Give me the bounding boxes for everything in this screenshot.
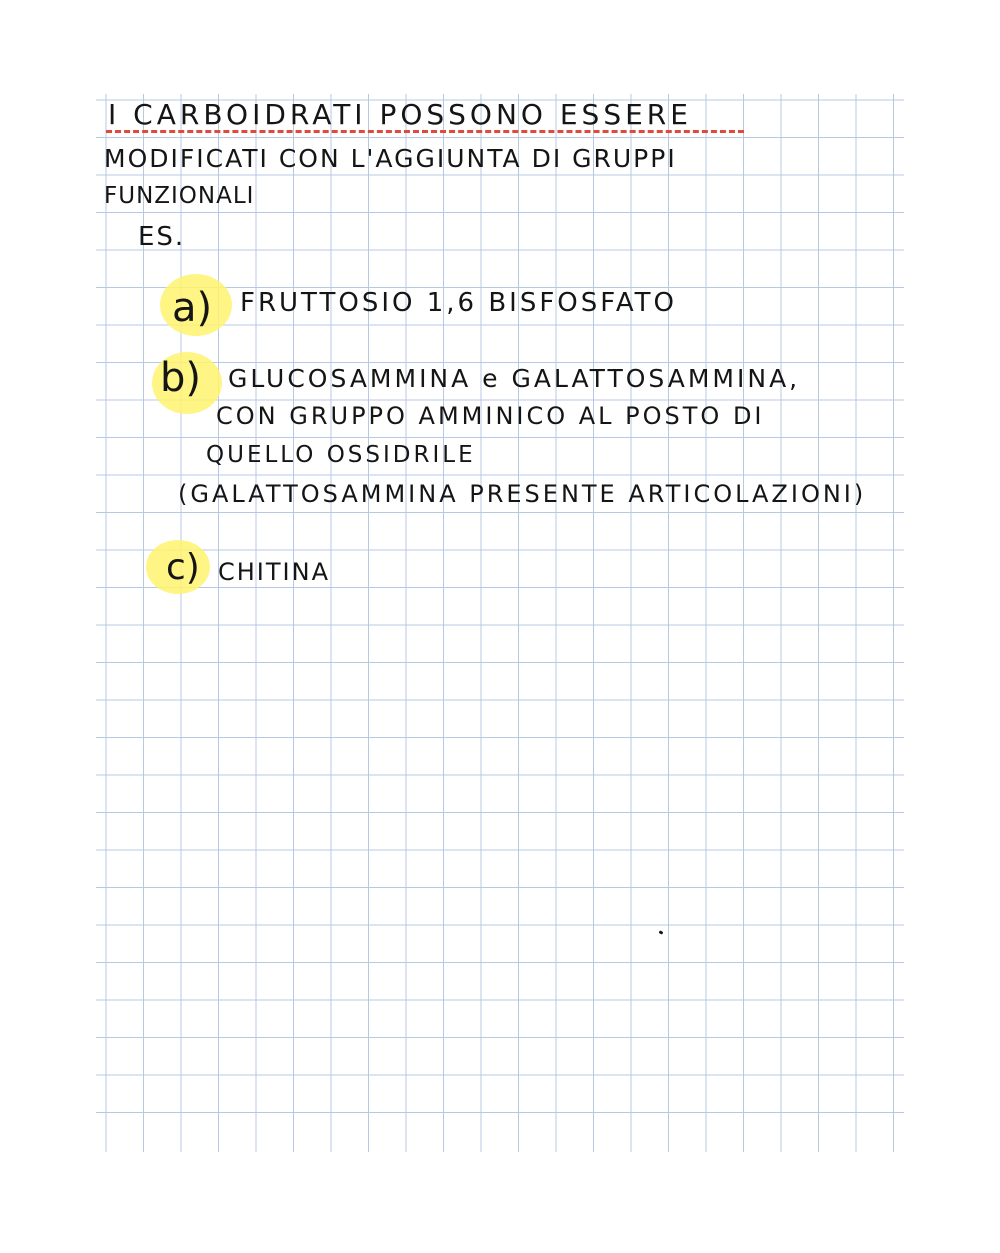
- item-a-label: a): [172, 285, 213, 331]
- item-c-label: c): [166, 547, 200, 588]
- item-b-cont-2: QUELLO OSSIDRILE: [206, 442, 476, 468]
- item-a-text: FRUTTOSIO 1,6 BISFOSFATO: [240, 288, 677, 318]
- note-line-2: MODIFICATI CON L'AGGIUNTA DI GRUPPI: [104, 144, 677, 173]
- item-b-cont-1: CON GRUPPO AMMINICO AL POSTO DI: [216, 402, 765, 430]
- item-b-label: b): [160, 355, 201, 401]
- note-line-4: ES.: [138, 222, 186, 252]
- note-line-3: FUNZIONALI: [104, 183, 255, 209]
- item-b-cont-3: (GALATTOSAMMINA PRESENTE ARTICOLAZIONI): [178, 480, 867, 508]
- item-b-text: GLUCOSAMMINA e GALATTOSAMMINA,: [228, 364, 801, 393]
- item-c-text: CHITINA: [218, 558, 330, 586]
- note-line-1: I CARBOIDRATI POSSONO ESSERE: [108, 98, 692, 131]
- dashed-underline: [106, 130, 744, 133]
